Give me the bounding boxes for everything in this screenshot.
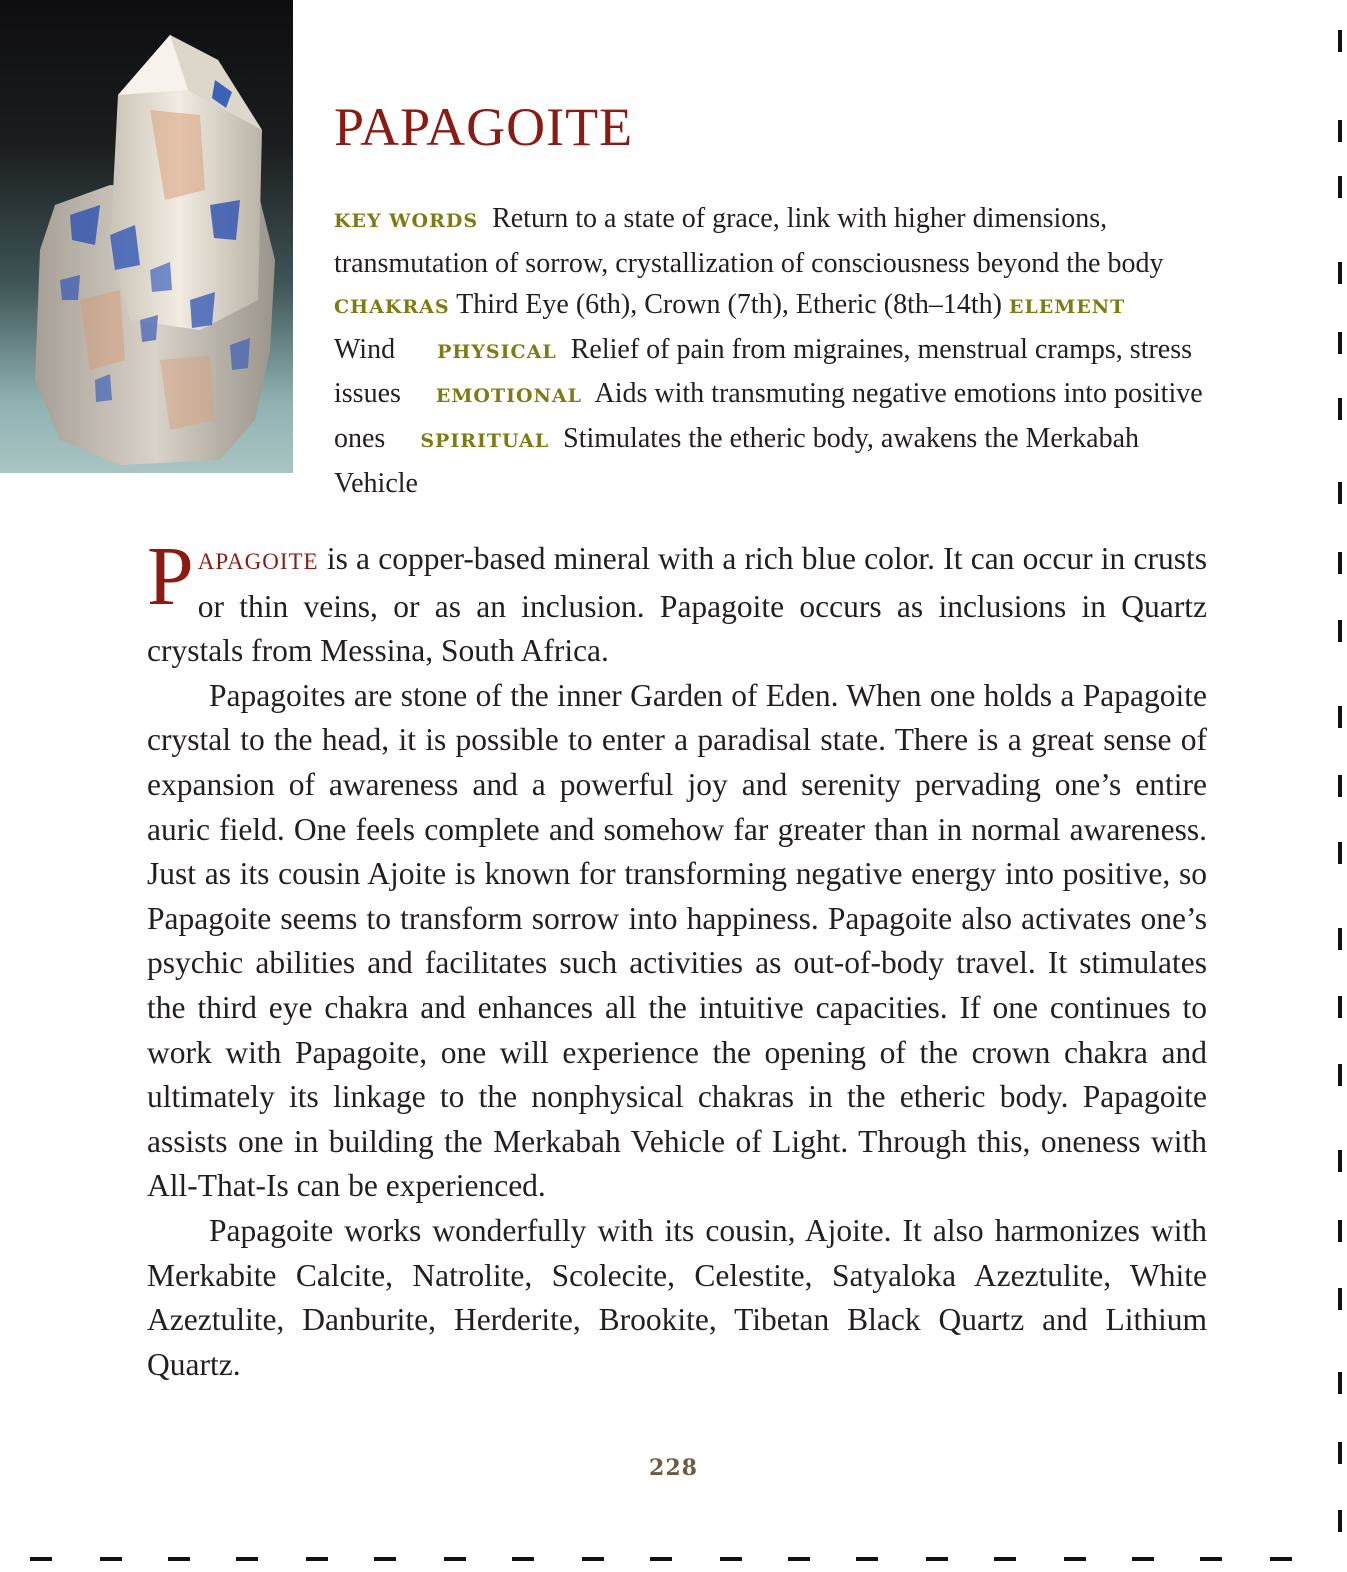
paragraph-2: Papagoites are stone of the inner Garden of Eden. When one holds a Papagoite crystal to the head, it is possible to enter a paradisal state. There is a great sense of expansion of awareness and a powerful joy and serenity pervading one’s entire auric field. One feels complete and somehow far greater than in normal awareness. Just as its cousin Ajoite is known for transforming negative energy into positive, so Papagoite seems to transform sorrow into happiness. Papagoite also activates one’s psychic abilities and facilitates such activities as out-of-body travel. It stimulates the third eye chakra and enhances all the intuitive capacities. If one continues to work with Papagoite, one will experience the opening of the crown chakra and ultimately its linkage to the nonphysical chakras in the etheric body. Papagoite assists one in building the Merkabah Vehicle of Light. Through this, oneness with All-That-Is can be experienced. xyxy=(147,677,1207,1204)
page-number: 228 xyxy=(649,1455,698,1481)
key-attributes xyxy=(334,198,1214,504)
page-title: PAPAGOITE xyxy=(334,97,634,157)
paragraph-3: Papagoite works wonderfully with its cousin, Ajoite. It also harmonizes with Merkabite Calcite, Natrolite, Scolecite, Celestite, Satyaloka Azeztulite, White Azeztulite, Danburite, Herderite, Brookite, Tibetan Black Quartz and Lithium Quartz. xyxy=(147,1212,1207,1382)
key-words-label: KEY WORDS xyxy=(334,210,479,232)
chakras-text: Third Eye (6th), Crown (7th), Etheric (8th–14th) xyxy=(456,289,1002,321)
papagoite-crystal-photo xyxy=(0,0,293,473)
paragraph-1 xyxy=(147,530,1207,674)
spiritual-label: SPIRITUAL xyxy=(420,429,550,452)
paragraph-1-text: is a copper-based mineral with a rich blue color. It can occur in crusts or thin veins, or as an inclusion. Papagoite occurs as inclusions in Quartz crystals from Messina, South Africa. xyxy=(147,541,1207,669)
lead-small-caps: APAGOITE xyxy=(197,549,319,574)
element-label: ELEMENT xyxy=(1008,296,1126,319)
key-words-text: Return to a state of grace, link with higher dimensions, transmutation of sorrow, crystallization of consciousness beyond the body xyxy=(334,203,1164,279)
body-text xyxy=(147,530,1207,1387)
emotional-text: Aids with transmuting negative emotions into positive ones xyxy=(334,378,1203,454)
physical-label: PHYSICAL xyxy=(437,340,557,363)
drop-cap: P xyxy=(147,530,194,623)
physical-text: Relief of pain from migraines, menstrual cramps, stress issues xyxy=(334,333,1193,410)
chakras-label: CHAKRAS xyxy=(334,296,450,319)
spiritual-text: Stimulates the etheric body, awakens the Merkabah Vehicle xyxy=(334,422,1140,499)
element-text: Wind xyxy=(334,333,396,365)
emotional-label: EMOTIONAL xyxy=(435,385,583,408)
